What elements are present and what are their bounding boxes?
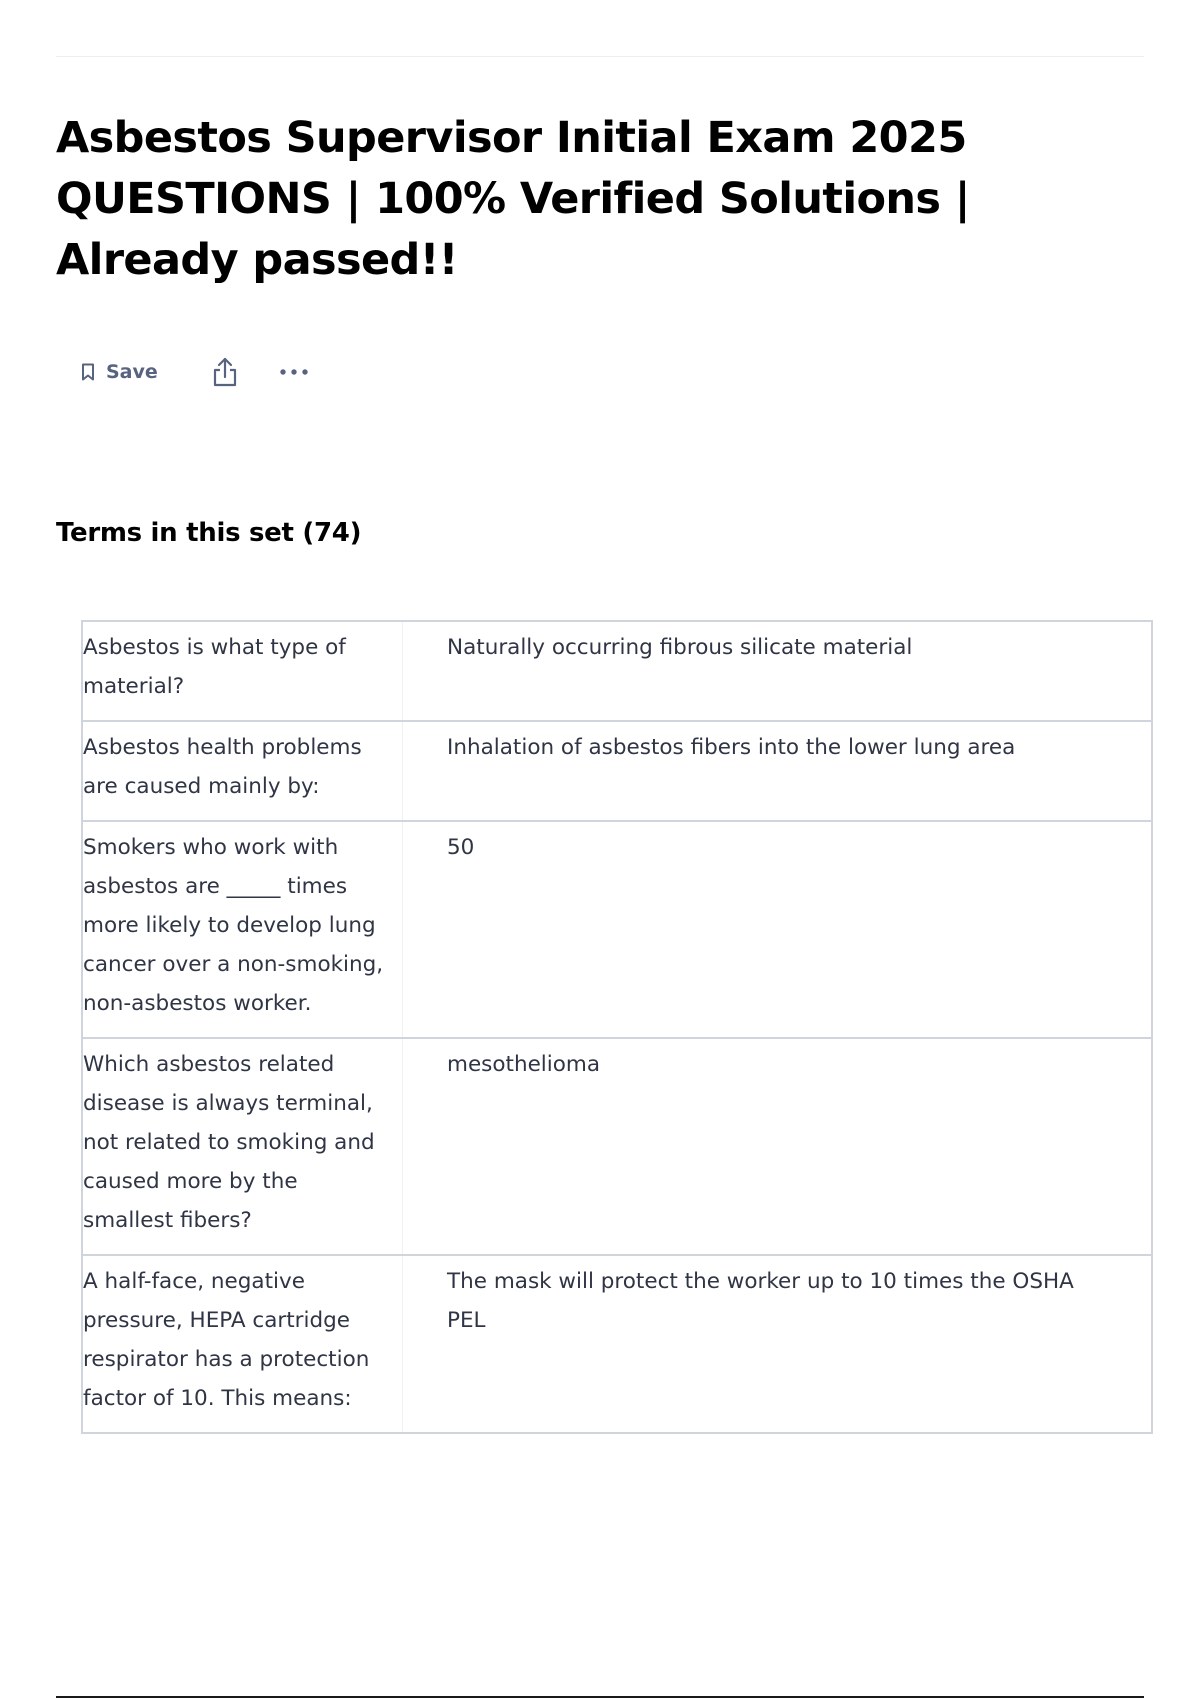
definition-text: Inhalation of asbestos fibers into the lower lung area (447, 735, 1016, 760)
save-label: Save (106, 361, 158, 383)
term-row (81, 1037, 1153, 1256)
term-text: Asbestos health problems are caused mainly by: (83, 722, 403, 820)
more-options-button[interactable] (278, 367, 310, 377)
term-text: Which asbestos related disease is always terminal, not related to smoking and caused more by the smallest fibers? (83, 1039, 403, 1254)
definition-text: The mask will protect the worker up to 10 times the OSHA PEL (447, 1269, 1074, 1333)
terms-heading: Terms in this set (74) (56, 518, 362, 548)
set-toolbar (80, 352, 310, 392)
terms-table (81, 620, 1153, 1434)
definition-text: Naturally occurring fibrous silicate material (447, 635, 913, 660)
save-button[interactable] (80, 361, 158, 383)
share-icon (210, 356, 240, 388)
page-title: Asbestos Supervisor Initial Exam 2025 QUESTIONS | 100% Verified Solutions | Already passed!! (56, 113, 970, 285)
bottom-divider (56, 1696, 1144, 1698)
term-row (81, 820, 1153, 1039)
term-text: A half-face, negative pressure, HEPA cartridge respirator has a protection factor of 10. This means: (83, 1256, 403, 1432)
more-horizontal-icon (278, 367, 310, 377)
term-row (81, 620, 1153, 722)
definition-text: mesothelioma (447, 1052, 601, 1077)
bookmark-icon (80, 362, 96, 382)
top-divider (56, 56, 1144, 57)
share-button[interactable] (210, 356, 240, 388)
term-row (81, 1254, 1153, 1434)
term-row (81, 720, 1153, 822)
term-text: Asbestos is what type of material? (83, 622, 403, 720)
term-text: Smokers who work with asbestos are _____ times more likely to develop lung cancer over a non-smoking, non-asbestos worker. (83, 822, 403, 1037)
definition-text: 50 (447, 835, 475, 860)
